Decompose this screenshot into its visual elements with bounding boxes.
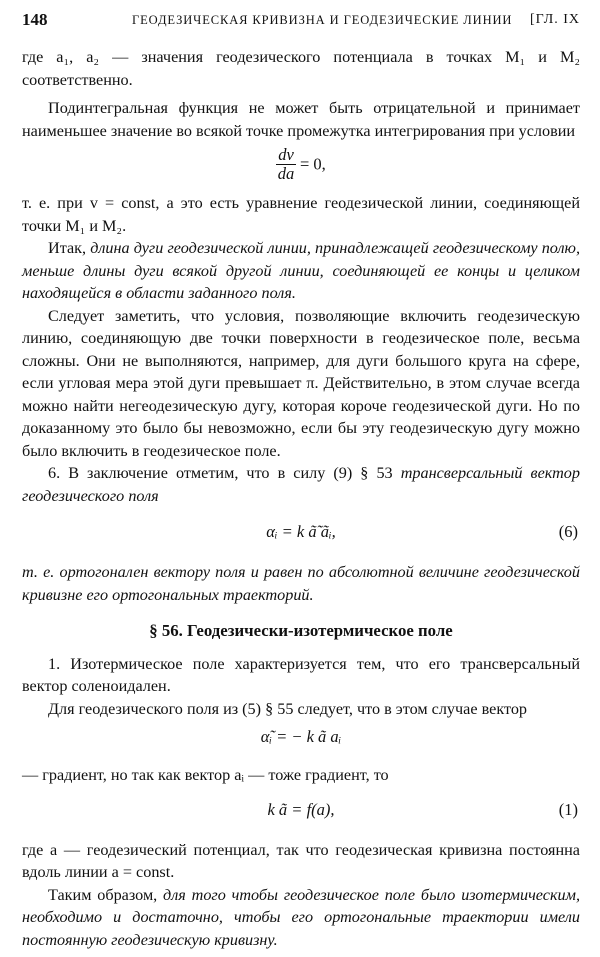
paragraph-5: Следует заметить, что условия, позволяющие включить геодезическую линию, соединяющую две точки поверхности в геодезическое поле, весьма сложны. Они не выполняются, например, для дуги большого круга на сфере, если угловая мера этой дуги превышает π. Действительно, в этом случае всегда можно найти негеодезическую дугу, которая короче геодезической дуги. Но по доказанному это было бы невозможно, если бы эту геодезическую дугу можно было включить в геодезическое поле.: [22, 306, 580, 460]
paragraph-4-lead: Итак,: [48, 239, 87, 257]
paragraph-2: Подинтегральная функция не может быть отрицательной и принимает наименьшее значение во всякой точке промежутка интегрирования при условии: [22, 99, 580, 140]
chapter-label: [ГЛ. IX: [530, 12, 580, 27]
paragraph-9: Для геодезического поля из (5) § 55 следует, что в этом случае вектор: [48, 699, 528, 718]
paragraph-10: — градиент, но так как вектор aᵢ — тоже градиент, то: [22, 766, 389, 784]
equation-6-body: αᵢ = k ã̃ ãᵢ,: [266, 522, 336, 541]
fraction: [276, 146, 296, 183]
equation-rhs: = 0,: [295, 154, 326, 174]
fraction-denominator: da: [277, 164, 295, 183]
paragraph-4-theorem: длина дуги геодезической линии, принадлежащей геодезическому полю, меньше длины дуги всякой другой линии, соединяющей ее концы и целиком находящейся в области заданного поля.: [22, 239, 580, 302]
paragraph-12-lead: Таким образом,: [48, 885, 158, 904]
paragraph-6-lead: 6. В заключение отметим, что в силу (9) § 53: [48, 464, 393, 482]
paragraph-8: 1. Изотермическое поле характеризуется тем, что его трансверсальный вектор соленоидален.: [22, 654, 580, 695]
paragraph-12: [22, 884, 580, 952]
paragraph-1: где a₁, a₂ — значения геодезического потенциала в точках M₁ и M₂ соответственно.: [22, 48, 580, 89]
equation-alpha-body: α̃ᵢ = − k ã aᵢ: [260, 727, 342, 746]
paragraph-3: т. е. при v = const, а это есть уравнение геодезической линии, соединяющей точки M₁ и M₂.: [22, 194, 580, 235]
paragraph-11: где a — геодезический потенциал, так что геодезическая кривизна постоянна вдоль линии a = const.: [22, 840, 580, 881]
paragraph-4: [22, 237, 580, 305]
page-body: [22, 46, 580, 951]
section-title: § 56. Геодезически-изотермическое поле: [149, 621, 453, 640]
equation-6-number: (6): [558, 522, 578, 541]
equation-1: [22, 799, 580, 839]
equation-6: [22, 521, 580, 561]
page-number: 148: [22, 10, 48, 29]
paragraph-6: [22, 462, 580, 507]
equation-alpha: [22, 726, 580, 764]
running-title: ГЕОДЕЗИЧЕСКАЯ КРИВИЗНА И ГЕОДЕЗИЧЕСКИЕ ЛИНИИ: [132, 13, 513, 27]
fraction-numerator: dv: [278, 145, 294, 164]
paragraph-6-emphasis: трансверсальный вектор геодезического поля: [22, 464, 580, 505]
equation-1-body: k ã = f(a),: [267, 799, 335, 819]
page-header: [22, 10, 580, 36]
paragraph-12-theorem: для того чтобы геодезическое поле было изотермическим, необходимо и достаточно, чтобы его ортогональные траектории имели постоянную геодезическую кривизну.: [22, 885, 580, 949]
paragraph-7: т. е. ортогонален вектору поля и равен по абсолютной величине геодезической кривизне его ортогональных траекторий.: [22, 563, 580, 604]
equation-dv-da: [22, 146, 580, 192]
equation-1-number: (1): [558, 799, 578, 819]
